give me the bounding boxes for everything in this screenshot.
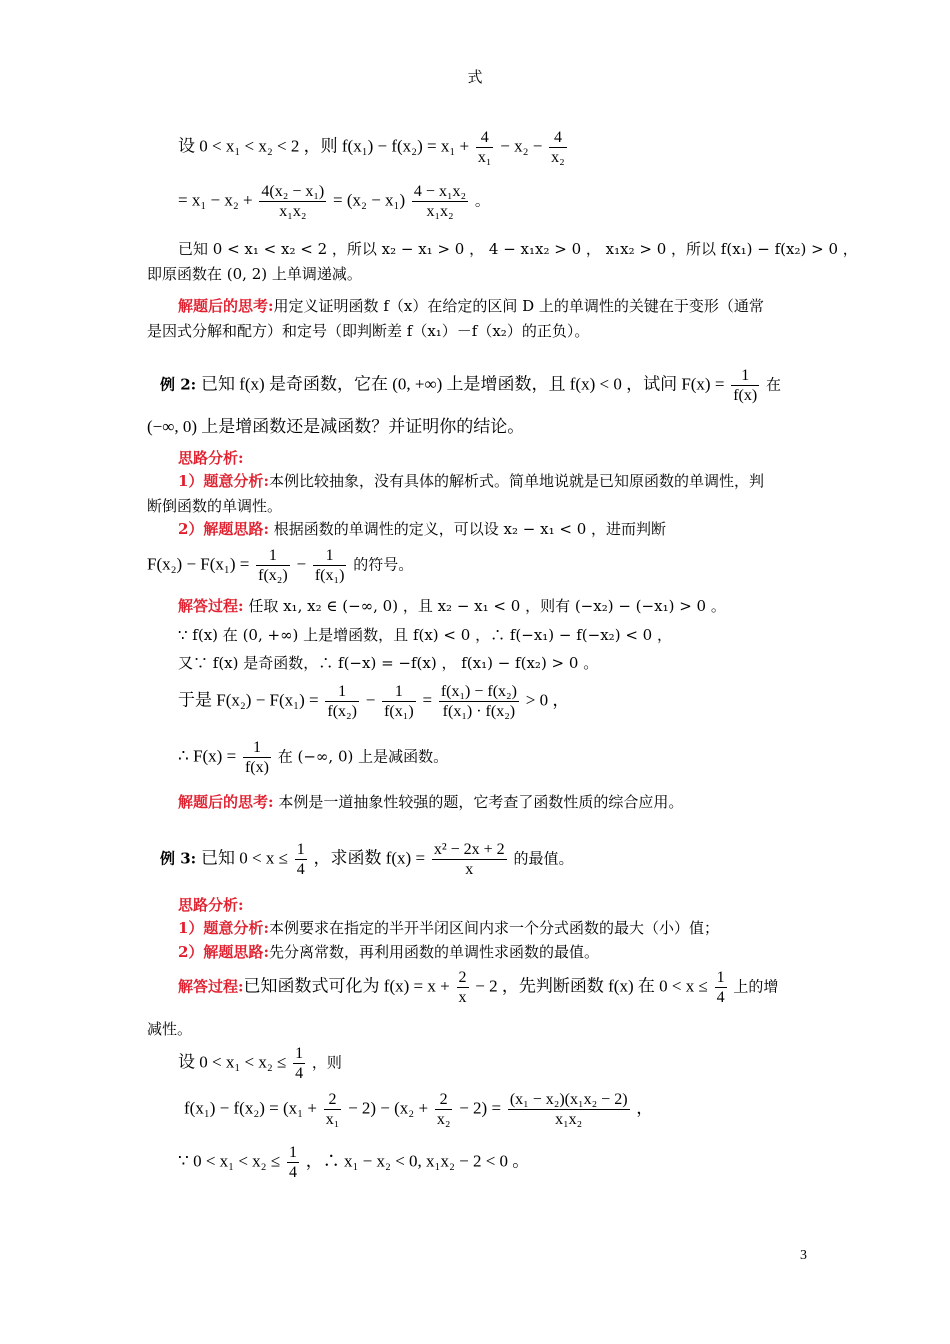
ex3-s4-frac3	[508, 1090, 630, 1129]
ex2-p2-suffix: 的符号。	[353, 555, 414, 574]
ex3-s4-frac1	[324, 1090, 342, 1129]
ex3-s3-frac-num: 1	[293, 1044, 305, 1064]
ex2-q-frac-den: f(x)	[733, 387, 758, 405]
b1-l2-prefix: = x₁ − x₂ +	[178, 190, 253, 210]
page-number: 3	[800, 1248, 807, 1263]
b1-l1-frac2-den: x₂	[551, 149, 565, 167]
ex3-p2	[178, 943, 599, 961]
ex2-p2	[178, 520, 666, 538]
ex2-s-line2: ∵ f(x) 在 (0, +∞) 上是增函数，且 f(x) < 0 ，∴ f(−x₁) − f(−x₂) < 0 ，	[178, 626, 672, 644]
ex3-s-line5	[178, 1143, 529, 1182]
ex2-p2-frac1	[256, 546, 290, 585]
ex2-p2-label: 2）解题思路:	[178, 520, 269, 538]
ex2-s5-prefix: ∴ F(x) =	[178, 746, 237, 766]
ex3-q-suffix: 的最值。	[513, 849, 574, 868]
ex3-p1-text: 本例要求在指定的半开半闭区间内求一个分式函数的最大（小）值；	[268, 919, 719, 937]
ex2-s4-frac2-num: 1	[382, 682, 416, 702]
ex2-s4-frac2-den: f(x₁)	[384, 703, 414, 721]
ex3-s5-suffix: ，∴ x₁ − x₂ < 0, x₁x₂ − 2 < 0 。	[305, 1151, 530, 1171]
b1-l2-end: 。	[474, 191, 490, 210]
ex3-s5-prefix: ∵ 0 < x₁ < x₂ ≤	[178, 1151, 281, 1171]
ex2-p2-frac2	[313, 546, 347, 585]
b1-l1-frac2	[549, 128, 567, 167]
ex3-s4-frac3-den: x₁x₂	[555, 1111, 583, 1129]
ex3-s3-frac	[293, 1044, 305, 1083]
ex3-q-prefix: 已知 0 < x ≤	[200, 848, 288, 868]
ex3-p1	[178, 919, 719, 937]
ex3-s4-frac1-num: 2	[324, 1090, 342, 1110]
ex2-p2-l2-prefix: F(x₂) − F(x₁) =	[147, 554, 250, 574]
ex2-solve	[178, 597, 726, 615]
ex2-s4-frac3	[439, 682, 519, 721]
ex3-label: 例 3:	[160, 849, 197, 868]
ex2-reflect-label: 解题后的思考:	[178, 793, 274, 811]
ex2-p1	[178, 472, 764, 490]
ex2-q-suffix: 在	[765, 375, 781, 394]
ex3-q-mid: ，求函数 f(x) =	[313, 848, 426, 868]
ex3-s-line3	[178, 1044, 342, 1083]
ex2-s4-frac1-num: 1	[325, 682, 359, 702]
ex3-q-frac2-num: x² − 2x + 2	[432, 840, 507, 860]
ex3-q-frac1-den: 4	[296, 861, 305, 879]
b1-reflect	[178, 297, 764, 315]
ex3-p2-text: 先分离常数，再利用函数的单调性求函数的最值。	[268, 943, 599, 961]
ex3-s4-frac2-num: 2	[435, 1090, 453, 1110]
b1-line4: 即原函数在 (0, 2) 上单调递减。	[147, 265, 362, 283]
ex2-s-line4	[178, 682, 569, 721]
b1-l2-frac2-den: x₁x₂	[426, 203, 454, 221]
ex2-q-prefix: 已知 f(x) 是奇函数，它在 (0, +∞) 上是增函数，且 f(x) < 0 ，试问 F(x) =	[200, 374, 725, 394]
ex3-s3-prefix: 设 0 < x₁ < x₂ ≤	[178, 1052, 287, 1072]
ex2-s4-frac3-den: f(x₁) · f(x₂)	[442, 703, 516, 721]
ex2-p2-line2	[147, 546, 413, 585]
ex2-s4-prefix: 于是 F(x₂) − F(x₁) =	[178, 690, 319, 710]
ex3-p1-label: 1）题意分析:	[178, 919, 269, 937]
ex2-question	[160, 366, 781, 405]
ex2-s5-suffix: 在 (−∞, 0) 上是减函数。	[277, 747, 449, 766]
ex2-s4-end: > 0 ，	[525, 690, 570, 710]
ex2-s4-frac2	[382, 682, 416, 721]
ex2-s4-eq: =	[422, 690, 433, 710]
b1-l2-frac1-den: x₁x₂	[279, 203, 307, 221]
ex2-q-frac	[731, 366, 759, 405]
b1-l1-mid: − x₂ −	[500, 136, 543, 156]
ex3-solve-mid: − 2 ，先判断函数 f(x) 在 0 < x ≤	[475, 976, 708, 996]
ex3-solve-suffix: 上的增	[733, 977, 779, 996]
ex3-q-frac2-den: x	[465, 861, 474, 879]
b1-reflect-line2: 是因式分解和配方）和定号（即判断差 f（x₁）－f（x₂）的正负）。	[147, 322, 590, 340]
b1-reflect-label: 解题后的思考:	[178, 297, 274, 315]
b1-line1	[178, 128, 569, 167]
ex3-solve-frac1	[457, 968, 469, 1007]
ex2-p1-line2: 断倒函数的单调性。	[147, 497, 283, 515]
ex2-p2-frac1-num: 1	[256, 546, 290, 566]
ex2-solve-text: 任取 x₁, x₂ ∈ (−∞, 0) ，且 x₂ − x₁ < 0 ，则有 (−x₂) − (−x₁) > 0 。	[248, 597, 726, 615]
ex2-p2-mid: −	[296, 554, 307, 574]
ex2-q-frac-num: 1	[731, 366, 759, 386]
ex3-s4-frac3-num: (x₁ − x₂)(x₁x₂ − 2)	[508, 1090, 630, 1110]
ex2-reflect	[178, 793, 683, 811]
ex3-solve	[178, 968, 778, 1007]
ex2-p1-text1: 本例比较抽象，没有具体的解析式。简单地说就是已知原函数的单调性，判	[268, 472, 764, 490]
ex3-q-frac2	[432, 840, 507, 879]
ex2-s5-frac-num: 1	[243, 738, 271, 758]
b1-l1-frac2-num: 4	[549, 128, 567, 148]
ex3-p2-label: 2）解题思路:	[178, 943, 269, 961]
ex2-s4-mid: −	[365, 690, 376, 710]
ex2-s-line3: 又∵ f(x) 是奇函数，∴ f(−x) = −f(x) ， f(x₁) − f(x₂) > 0 。	[178, 654, 599, 672]
ex3-q-frac1-num: 1	[295, 840, 307, 860]
ex2-label: 例 2:	[160, 375, 197, 394]
b1-l2-frac1-num: 4(x₂ − x₁)	[259, 182, 326, 202]
ex3-s4-end: ，	[636, 1098, 654, 1118]
ex2-s-line5	[178, 738, 448, 777]
ex3-s4-mid2: − 2) =	[459, 1098, 502, 1118]
ex2-analysis-label: 思路分析:	[178, 449, 244, 467]
ex3-s3-suffix: ，则	[311, 1053, 342, 1072]
ex3-solve-line2: 减性。	[147, 1020, 193, 1038]
b1-l1-frac1-den: x₁	[477, 149, 492, 167]
ex3-solve-frac1-num: 2	[457, 968, 469, 988]
ex3-s4-frac2	[435, 1090, 453, 1129]
ex2-p2-frac2-den: f(x₁)	[314, 567, 345, 585]
b1-l2-frac2	[412, 182, 468, 221]
ex2-s4-frac1	[325, 682, 359, 721]
ex2-s5-frac-den: f(x)	[244, 759, 269, 777]
ex2-q-line2: (−∞, 0) 上是增函数还是减函数？并证明你的结论。	[147, 417, 525, 436]
ex2-s4-frac1-den: f(x₂)	[327, 703, 357, 721]
ex2-p2-text: 根据函数的单调性的定义，可以设 x₂ − x₁ < 0 ，进而判断	[273, 520, 667, 538]
ex2-p2-frac1-den: f(x₂)	[258, 567, 288, 585]
ex3-analysis-label: 思路分析:	[178, 896, 244, 914]
b1-l2-mid: = (x₂ − x₁)	[333, 190, 406, 210]
ex3-solve-frac2	[715, 968, 727, 1007]
ex3-s4-prefix: f(x₁) − f(x₂) = (x₁ +	[184, 1098, 317, 1118]
b1-line2	[178, 182, 490, 221]
ex3-s5-frac-num: 1	[287, 1143, 299, 1163]
ex2-s4-frac3-num: f(x₁) − f(x₂)	[439, 682, 519, 702]
b1-l1-prefix: 设 0 < x₁ < x₂ < 2 ，则 f(x₁) − f(x₂) = x₁ +	[178, 136, 470, 156]
ex3-solve-frac2-num: 1	[715, 968, 727, 988]
ex3-solve-frac1-den: x	[458, 989, 467, 1007]
b1-l1-frac1-num: 4	[476, 128, 494, 148]
ex3-s4-frac2-den: x₂	[436, 1111, 451, 1129]
b1-l1-frac1	[476, 128, 494, 167]
ex3-s5-frac	[287, 1143, 299, 1182]
ex3-solve-frac2-den: 4	[716, 989, 725, 1007]
b1-line3: 已知 0 < x₁ < x₂ < 2 ，所以 x₂ − x₁ > 0 ， 4 − x₁x₂ > 0 ， x₁x₂ > 0 ，所以 f(x₁) − f(x₂) > 0 ，	[178, 240, 858, 258]
b1-reflect-text1: 用定义证明函数 f（x）在给定的区间 D 上的单调性的关键在于变形（通常	[273, 297, 764, 315]
ex2-p2-frac2-num: 1	[313, 546, 347, 566]
ex3-solve-prefix: 已知函数式可化为 f(x) = x +	[243, 976, 450, 996]
ex3-s-line4	[184, 1090, 653, 1129]
ex2-solve-label: 解答过程:	[178, 597, 244, 615]
ex3-s3-frac-den: 4	[295, 1065, 304, 1083]
ex3-solve-label: 解答过程:	[178, 977, 244, 996]
ex2-p1-label: 1）题意分析:	[178, 472, 269, 490]
ex3-s4-frac1-den: x₁	[325, 1111, 340, 1129]
page-header: 式	[467, 68, 483, 86]
ex3-q-frac1	[295, 840, 307, 879]
ex2-s5-frac	[243, 738, 271, 777]
ex3-s4-mid: − 2) − (x₂ +	[348, 1098, 429, 1118]
ex3-s5-frac-den: 4	[288, 1164, 297, 1182]
b1-l2-frac1	[259, 182, 326, 221]
ex3-question	[160, 840, 573, 879]
ex2-reflect-text: 本例是一道抽象性较强的题，它考查了函数性质的综合应用。	[278, 793, 684, 811]
b1-l2-frac2-num: 4 − x₁x₂	[412, 182, 468, 202]
